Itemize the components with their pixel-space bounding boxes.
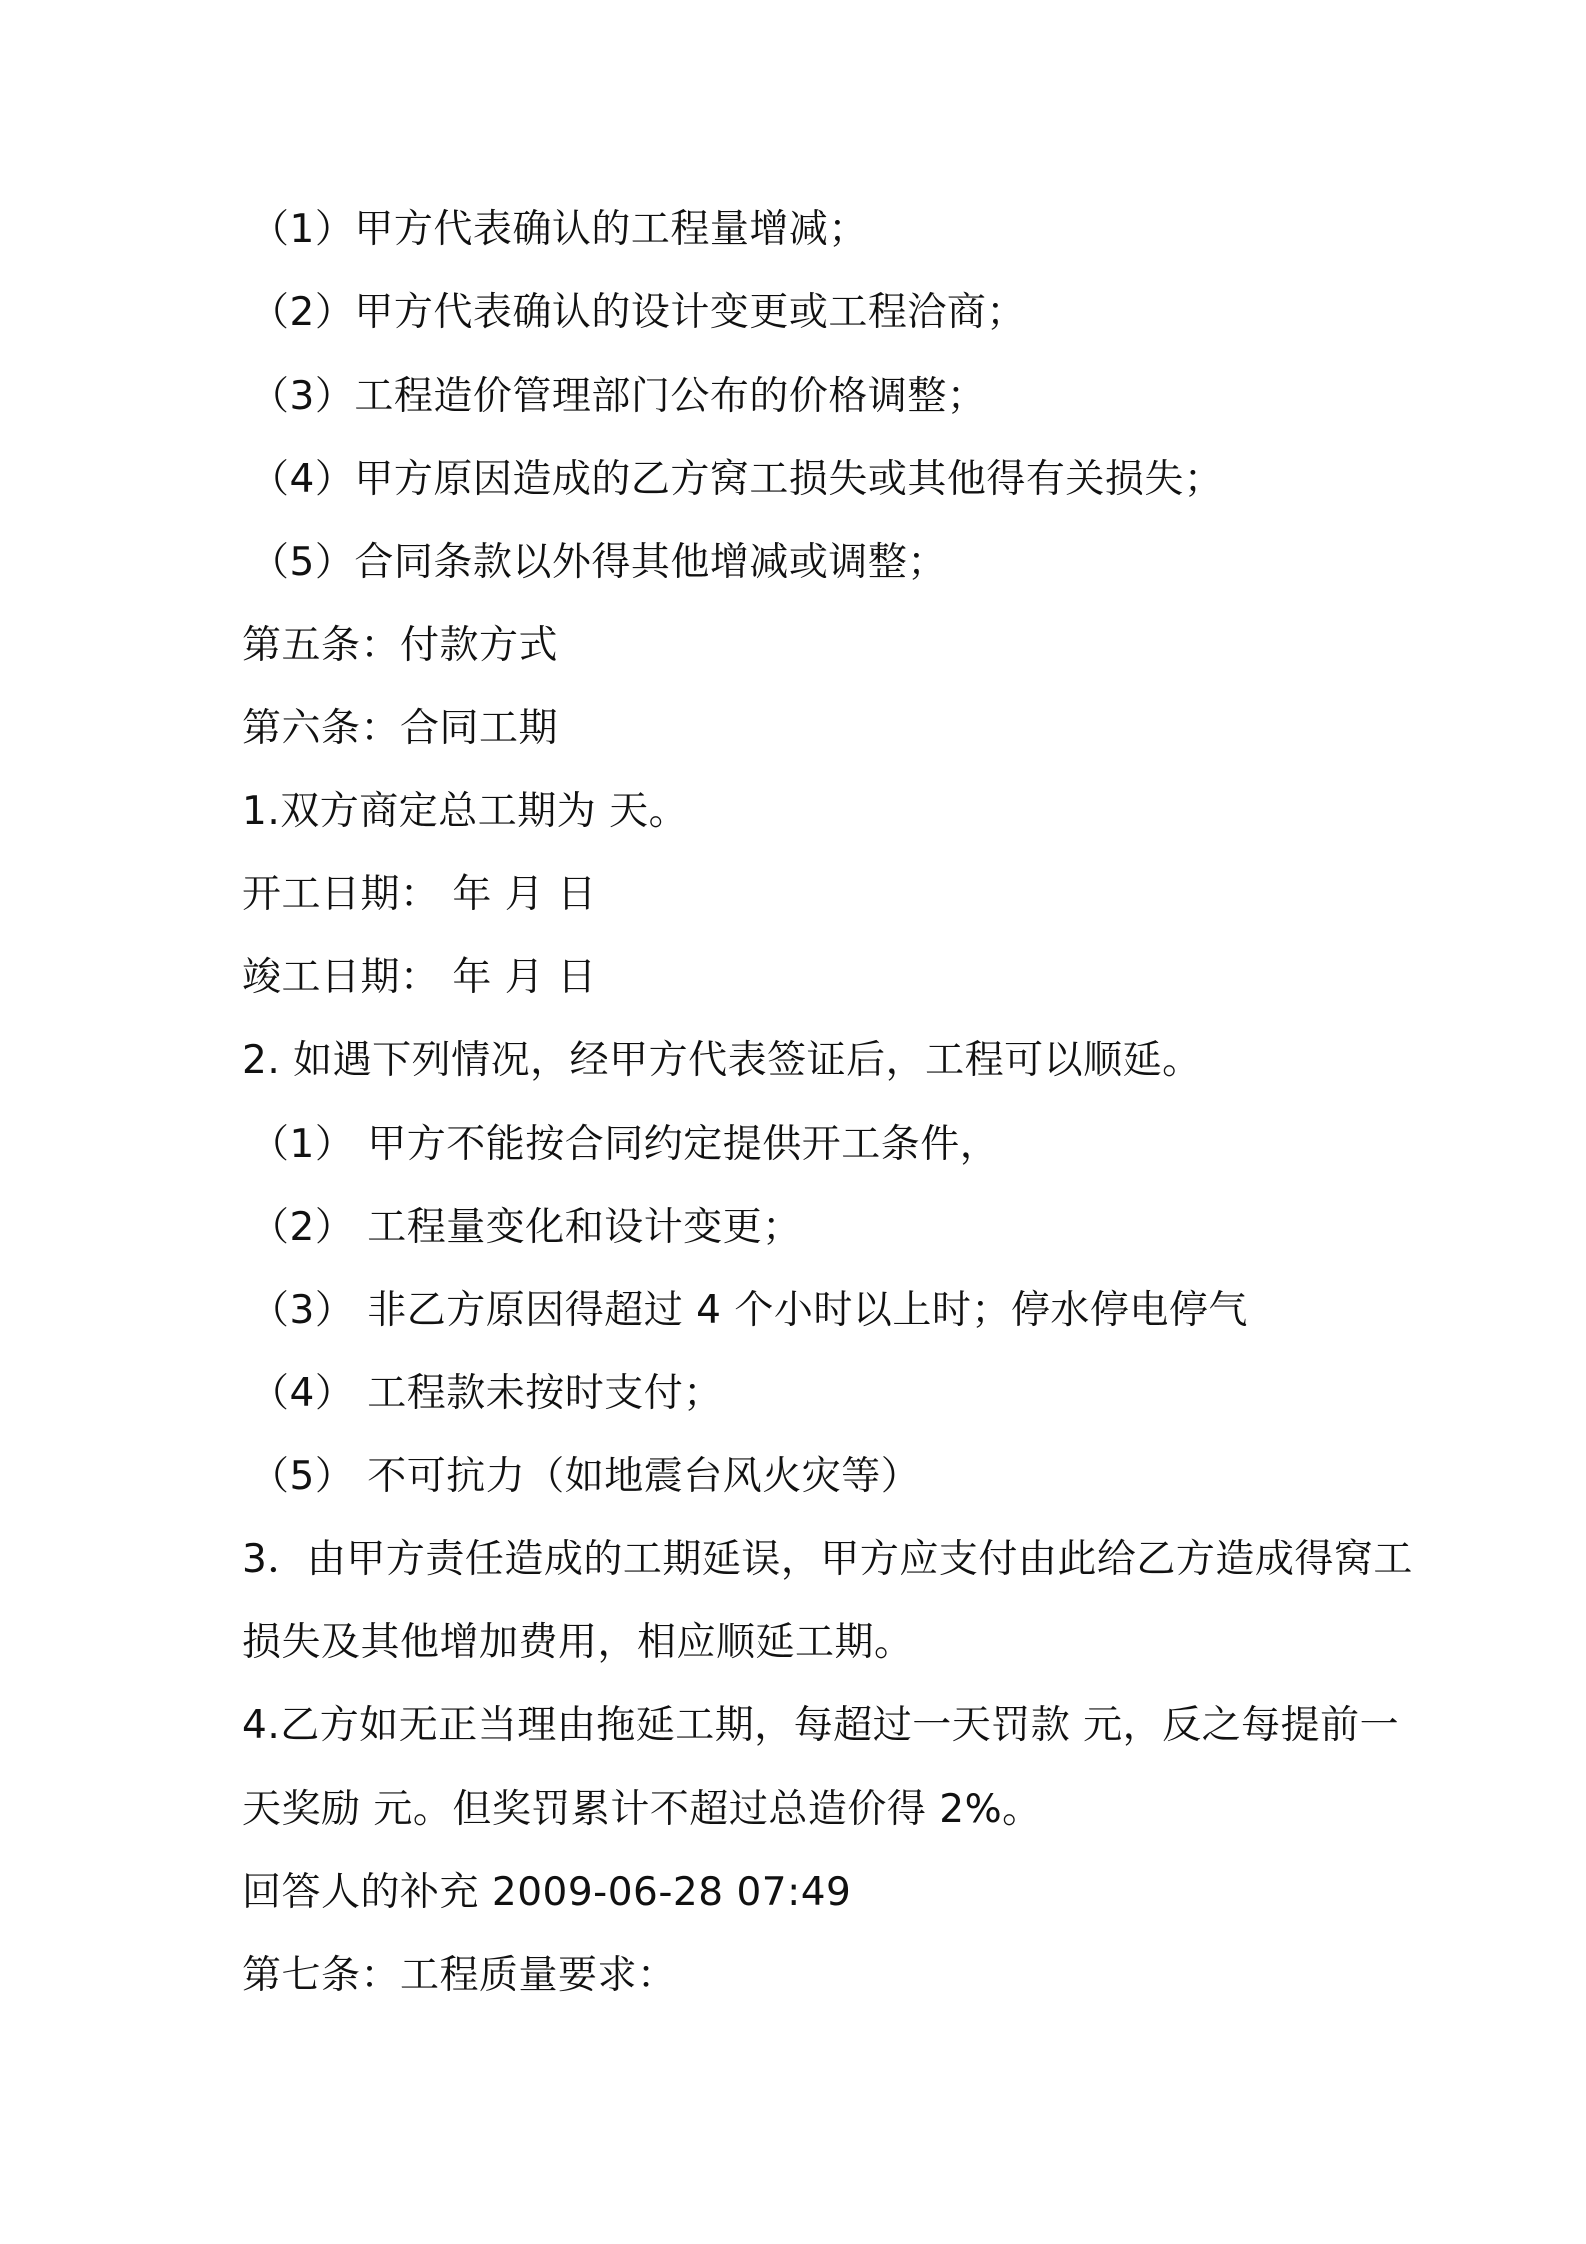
completion-date-line: 竣工日期： 年 月 日 [242,955,597,1000]
extension-item-1: （1） 甲方不能按合同约定提供开工条件， [250,1122,1000,1167]
list-item-3: （3）工程造价管理部门公布的价格调整； [250,374,987,419]
extension-item-4: （4） 工程款未按时支付； [250,1371,723,1416]
extension-item-2: （2） 工程量变化和设计变更； [250,1205,802,1250]
article-6-heading: 第六条：合同工期 [242,706,559,751]
list-item-5: （5）合同条款以外得其他增减或调整； [250,540,947,585]
list-item-2: （2）甲方代表确认的设计变更或工程洽商； [250,290,1026,335]
delay-clause-line-2: 损失及其他增加费用，相应顺延工期。 [242,1620,914,1665]
extension-item-5: （5） 不可抗力（如地震台风火灾等） [250,1454,921,1499]
list-item-4: （4）甲方原因造成的乙方窝工损失或其他得有关损失； [250,457,1224,502]
supplement-note: 回答人的补充 2009-06-28 07:49 [242,1870,852,1915]
delay-clause-line-1: 3．由甲方责任造成的工期延误，甲方应支付由此给乙方造成得窝工 [242,1537,1413,1582]
penalty-clause-line-1: 4.乙方如无正当理由拖延工期，每超过一天罚款 元，反之每提前一 [242,1703,1400,1748]
extension-clause: 2. 如遇下列情况，经甲方代表签证后，工程可以顺延。 [242,1038,1202,1083]
list-item-1: （1）甲方代表确认的工程量增减； [250,207,868,252]
article-5-heading: 第五条：付款方式 [242,623,559,668]
start-date-line: 开工日期： 年 月 日 [242,872,597,917]
article-7-heading: 第七条：工程质量要求： [242,1953,677,1998]
extension-item-3: （3） 非乙方原因得超过 4 个小时以上时；停水停电停气 [250,1288,1248,1333]
total-duration-line: 1.双方商定总工期为 天。 [242,789,689,834]
penalty-clause-line-2: 天奖励 元。但奖罚累计不超过总造价得 2%。 [242,1787,1042,1832]
